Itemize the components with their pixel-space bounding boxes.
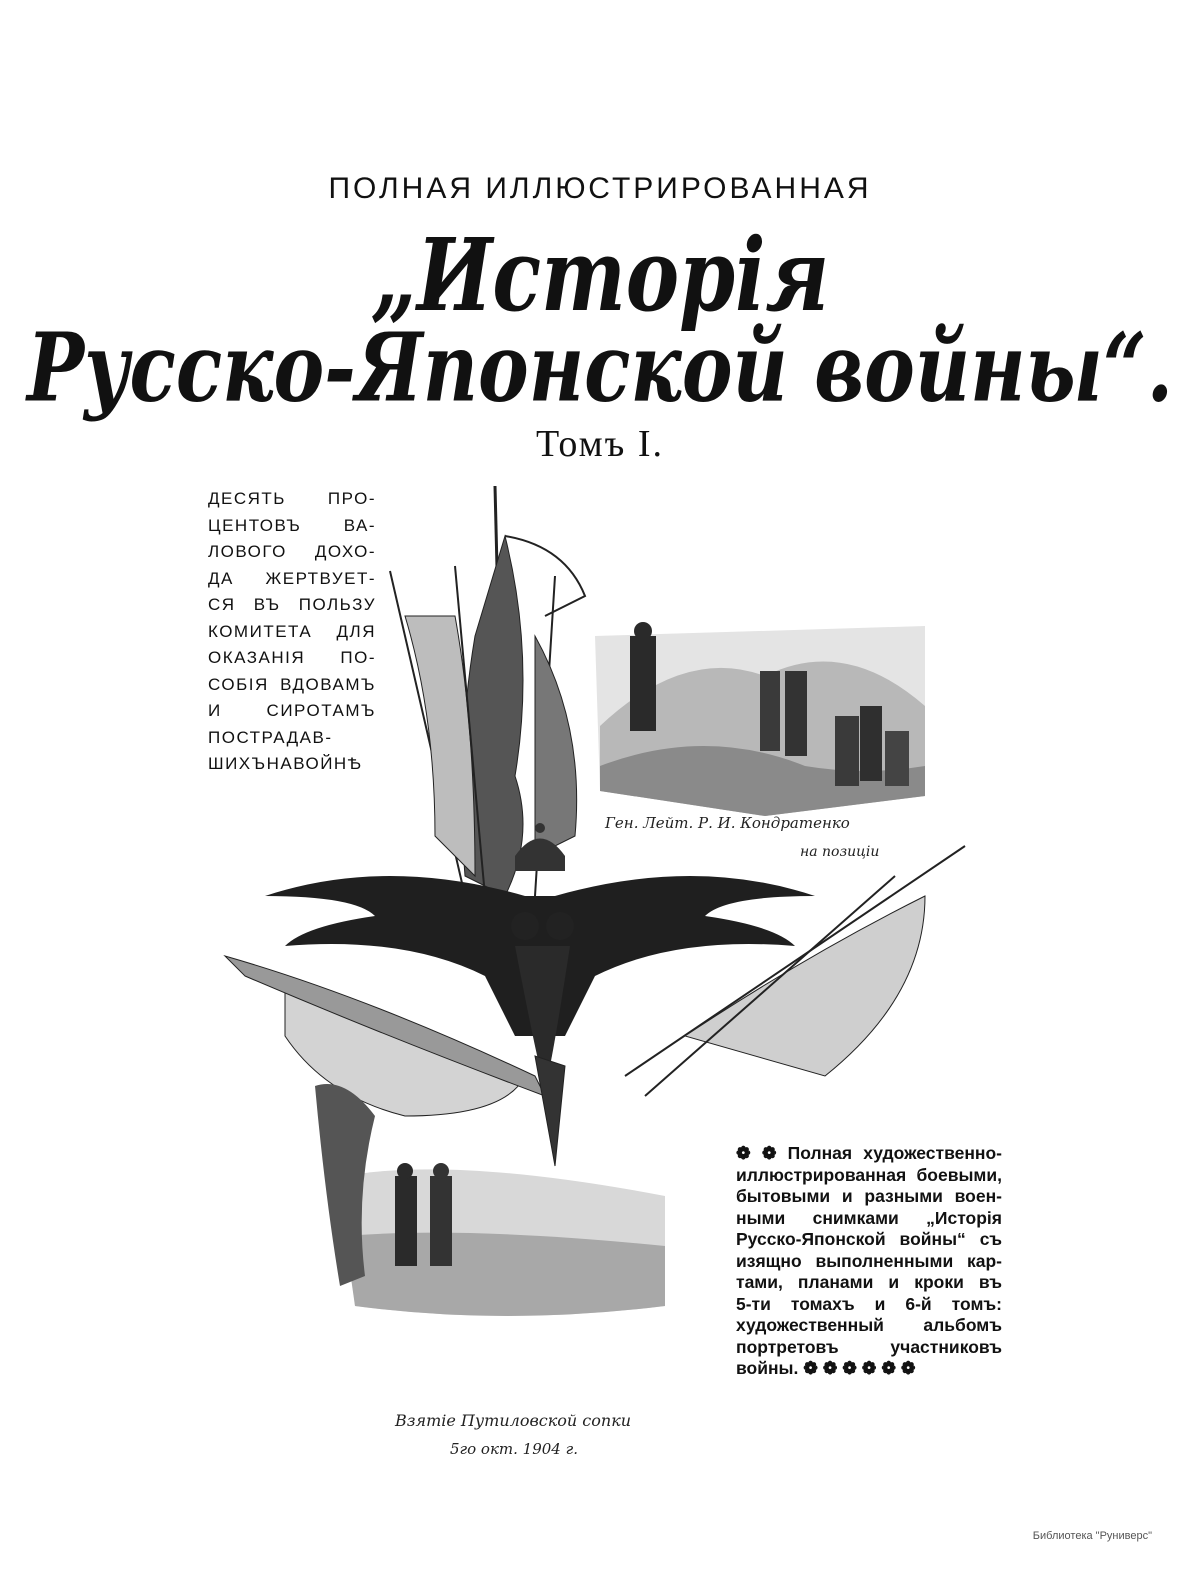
description-line: иллюстрированная боевыми, xyxy=(736,1164,1002,1185)
description-line: художественный альбомъ xyxy=(736,1315,1002,1335)
description-line: 5-ти томахъ и 6-й томъ: xyxy=(736,1293,1002,1314)
photo-putilov-hill xyxy=(315,1084,665,1316)
description-line: портретовъ участниковъ xyxy=(736,1336,1002,1357)
description-line: ными снимками „Исторія xyxy=(736,1207,1002,1228)
description-line: бытовыми и разными воен- xyxy=(736,1186,1002,1206)
library-footer: Библиотека "Руниверс" xyxy=(1032,1530,1152,1542)
charity-note-line: ОКАЗАНІЯ ПО- xyxy=(208,648,376,667)
charity-note-line: СОБІЯ ВДОВАМЪ xyxy=(208,674,376,694)
caption-general: Ген. Лейт. Р. И. Кондратенко xyxy=(605,814,850,832)
description-line: тами, планами и кроки въ xyxy=(736,1272,1002,1292)
description-line: ❁ ❁ Полная художественно- xyxy=(736,1143,1002,1163)
charity-note-line: СЯ ВЪ ПОЛЬЗУ xyxy=(208,595,376,614)
charity-note-line: ШИХЪНАВОЙНѢ xyxy=(208,754,363,773)
caption-putilov-hill: Взятіе Путиловской сопки xyxy=(395,1411,632,1430)
charity-note-line: КОМИТЕТА ДЛЯ xyxy=(208,621,376,641)
charity-note-line: ДА ЖЕРТВУЕТ- xyxy=(208,568,376,588)
photo-general-on-position xyxy=(595,622,925,816)
page-title-line-2: Русско-Японской войны“. xyxy=(26,311,1174,423)
volume-label: Томъ I. xyxy=(536,423,664,465)
page-subtitle: ПОЛНАЯ ИЛЛЮСТРИРОВАННАЯ xyxy=(328,172,872,205)
description-line: войны. ❁ ❁ ❁ ❁ ❁ ❁ xyxy=(736,1358,916,1378)
caption-on-position: на позиціи xyxy=(800,844,880,860)
description-line: Русско-Японской войны“ съ xyxy=(736,1229,1002,1249)
page-title-line-1: „Исторія xyxy=(370,216,830,334)
charity-note-line: ЛОВОГО ДОХО- xyxy=(208,542,376,561)
charity-note-line: ПОСТРАДАВ- xyxy=(208,727,333,747)
charity-note-line: И СИРОТАМЪ xyxy=(208,701,376,720)
charity-note-line: ЦЕНТОВЪ ВА- xyxy=(208,515,376,535)
description-line: изящно выполненными кар- xyxy=(736,1250,1002,1271)
caption-date: 5го окт. 1904 г. xyxy=(450,1440,578,1458)
flags-left xyxy=(390,486,585,896)
edition-description xyxy=(736,1143,1002,1380)
charity-note-line: ДЕСЯТЬ ПРО- xyxy=(208,489,376,508)
